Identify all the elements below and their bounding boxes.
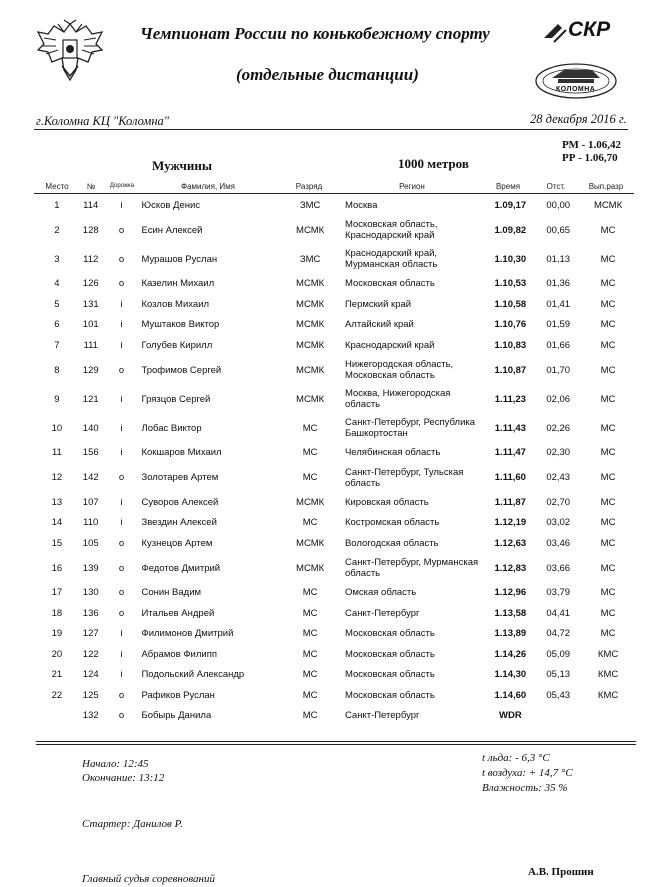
record-rm: РМ - 1.06,42 [562, 139, 622, 151]
row-lane: o [118, 689, 125, 701]
row-time: 1.12,96 [494, 587, 527, 599]
skr-logo-text: СКР [568, 18, 611, 41]
chief-judge-name: А.В. Прошин [528, 866, 594, 878]
row-gap: 00,00 [546, 199, 571, 211]
row-name: Федотов Дмитрий [141, 562, 221, 574]
row-number: 140 [82, 422, 99, 434]
row-number: 107 [82, 496, 99, 508]
table-row [36, 644, 636, 665]
row-gap: 04,72 [546, 628, 571, 640]
row-region: Санкт-Петербург [344, 607, 420, 619]
row-gap: 02,06 [546, 393, 571, 405]
row-lane: i [120, 298, 123, 310]
row-rank: МСМК [296, 496, 325, 508]
row-rank: МСМК [296, 393, 325, 405]
row-done-rank: МС [600, 628, 616, 640]
row-region: Костромская область [344, 517, 440, 529]
row-lane: i [120, 422, 123, 434]
row-rank: МСМК [296, 364, 325, 376]
col-header-number: № [86, 182, 96, 191]
row-done-rank: МС [600, 517, 616, 529]
row-number: 136 [82, 607, 99, 619]
row-done-rank: КМС [597, 689, 619, 701]
row-gap: 05,09 [546, 648, 571, 660]
row-place: 1 [54, 199, 60, 211]
row-gap: 03,02 [546, 517, 571, 529]
row-rank: МСМК [296, 278, 325, 290]
row-name: Трофимов Сергей [141, 364, 222, 376]
row-time: 1.09,17 [494, 199, 527, 211]
table-row [36, 603, 636, 624]
row-place: 21 [51, 669, 63, 681]
row-number: 114 [83, 199, 99, 211]
row-done-rank: МС [600, 364, 616, 376]
table-end-divider-1 [36, 741, 636, 742]
row-region: Санкт-Петербург [344, 710, 420, 722]
table-end-divider-2 [36, 744, 636, 745]
record-rr: РР - 1.06,70 [562, 152, 618, 164]
distance-label: 1000 метров [398, 156, 469, 171]
table-row [36, 414, 636, 443]
col-header-region: Регион [399, 182, 425, 191]
row-place: 22 [51, 689, 63, 701]
row-gap: 02,30 [546, 447, 571, 459]
row-done-rank: МС [600, 607, 616, 619]
row-name: Бобырь Данила [141, 710, 212, 722]
row-region: Санкт-Петербург, Тульская область [344, 466, 464, 489]
row-region: Московская область [344, 669, 435, 681]
row-lane: i [120, 628, 123, 640]
row-number: 124 [82, 669, 99, 681]
row-region: Вологодская область [344, 537, 439, 549]
row-time: 1.10,58 [494, 298, 527, 310]
row-done-rank: МСМК [594, 199, 623, 211]
row-done-rank: МС [600, 319, 616, 331]
row-region: Москва [344, 199, 378, 211]
row-number: 111 [83, 339, 98, 351]
start-time: Начало: 12:45 [82, 758, 149, 770]
row-place: 7 [54, 339, 60, 351]
row-region: Кировская область [344, 496, 429, 508]
row-number: 110 [83, 517, 99, 529]
row-place: 4 [54, 278, 60, 290]
row-time: 1.12,63 [494, 537, 527, 549]
row-region: Московская область [344, 689, 435, 701]
row-time: 1.11,47 [494, 447, 526, 459]
row-name: Абрамов Филипп [141, 648, 217, 660]
table-row [36, 706, 636, 727]
row-name: Лобас Виктор [141, 422, 202, 434]
humidity: Влажность: 35 % [482, 782, 568, 794]
row-number: 129 [82, 364, 99, 376]
row-name: Суворов Алексей [141, 496, 219, 508]
table-row [36, 356, 636, 385]
row-place: 3 [54, 253, 60, 265]
row-place: 6 [54, 319, 60, 331]
row-gap: 03,66 [546, 562, 571, 574]
row-lane: i [120, 669, 123, 681]
row-name: Подольский Александр [141, 669, 245, 681]
page-subtitle: (отдельные дистанции) [236, 65, 419, 84]
row-name: Козлов Михаил [141, 298, 210, 310]
row-place: 11 [51, 447, 62, 459]
row-number: 156 [82, 447, 99, 459]
ice-temperature: t льда: - 6,3 °С [482, 752, 550, 764]
row-lane: i [120, 517, 123, 529]
row-gap: 01,70 [546, 364, 571, 376]
row-time: 1.10,30 [494, 253, 527, 265]
venue-divider [34, 129, 628, 130]
row-gap: 02,43 [546, 472, 571, 483]
row-place: 13 [51, 496, 63, 508]
row-rank: МС [302, 628, 318, 640]
row-lane: o [118, 537, 125, 549]
row-number: 142 [82, 472, 99, 483]
row-gap: 00,65 [546, 224, 571, 236]
row-place: 9 [54, 393, 60, 405]
row-rank: МС [302, 447, 318, 459]
row-place: 12 [51, 472, 63, 483]
row-name: Грязцов Сергей [141, 393, 211, 405]
row-number: 131 [82, 298, 99, 310]
row-number: 121 [82, 393, 99, 405]
row-region: Москва, Нижегородская область [344, 388, 451, 410]
row-gap: 01,36 [546, 278, 571, 290]
row-rank: МС [302, 669, 318, 681]
row-region: Краснодарский край [344, 339, 435, 351]
row-done-rank: МС [600, 537, 616, 549]
table-row [36, 533, 636, 554]
row-lane: o [118, 587, 125, 599]
page-title: Чемпионат России по конькобежному спорту [140, 24, 490, 43]
table-row [36, 216, 636, 245]
table-row [36, 443, 636, 464]
row-lane: i [120, 199, 123, 211]
row-number: 127 [82, 628, 99, 640]
row-place: 19 [51, 628, 63, 640]
table-row [36, 583, 636, 604]
row-done-rank: МС [600, 298, 616, 310]
row-place: 8 [54, 364, 60, 376]
row-time: WDR [499, 710, 522, 722]
row-number: 122 [82, 648, 99, 660]
row-name: Кокшаров Михаил [141, 447, 222, 459]
row-gap: 01,13 [546, 253, 571, 265]
row-region: Алтайский край [344, 319, 414, 331]
row-done-rank: МС [600, 224, 616, 236]
row-time: 1.10,76 [494, 319, 527, 331]
row-rank: МС [302, 689, 318, 701]
row-place: 10 [51, 422, 63, 434]
row-time: 1.13,58 [494, 607, 527, 619]
row-name: Есин Алексей [141, 224, 203, 236]
row-name: Филимонов Дмитрий [141, 628, 234, 640]
row-name: Голубев Кирилл [141, 339, 213, 351]
col-header-gap: Отст. [546, 182, 566, 191]
row-time: 1.14,30 [494, 669, 527, 681]
row-gap: 05,13 [546, 669, 571, 681]
row-lane: o [118, 364, 125, 376]
row-number: 125 [82, 689, 99, 701]
row-rank: МСМК [296, 537, 325, 549]
row-time: 1.10,83 [494, 339, 527, 351]
row-name: Золотарев Артем [141, 472, 219, 483]
table-row [36, 195, 636, 216]
row-lane: i [120, 496, 123, 508]
row-done-rank: КМС [597, 669, 619, 681]
row-time: 1.13,89 [494, 628, 527, 640]
row-place: 14 [51, 517, 63, 529]
row-region: Челябинская область [344, 447, 441, 459]
row-region: Московская область, Краснодарский край [344, 219, 438, 241]
row-region: Санкт-Петербург, Республика Башкортостан [344, 417, 476, 439]
row-region: Омская область [344, 587, 417, 599]
row-gap: 01,41 [546, 298, 571, 310]
row-rank: МСМК [296, 319, 325, 331]
col-header-done-rank: Вып.разр [588, 182, 624, 191]
row-time: 1.11,60 [494, 472, 526, 483]
row-lane: i [120, 648, 123, 660]
air-temperature: t воздуха: + 14,7 °С [482, 767, 573, 779]
row-lane: i [120, 339, 123, 351]
table-row [36, 554, 636, 583]
row-place: 16 [51, 562, 63, 574]
col-header-time: Время [495, 182, 521, 191]
col-header-place: Место [45, 182, 69, 191]
skr-logo [540, 18, 626, 48]
table-row [36, 513, 636, 534]
row-region: Московская область [344, 278, 435, 290]
table-row [36, 385, 636, 414]
row-name: Сонин Вадим [141, 587, 202, 599]
table-row [36, 492, 636, 513]
row-name: Кузнецов Артем [141, 537, 213, 549]
row-place: 17 [51, 587, 63, 599]
row-number: 132 [82, 710, 99, 722]
row-gap: 05,43 [546, 689, 571, 701]
row-number: 126 [82, 278, 99, 290]
row-time: 1.12,19 [494, 517, 527, 529]
row-name: Итальев Андрей [141, 607, 215, 619]
row-rank: МС [302, 472, 318, 483]
row-done-rank [580, 706, 636, 727]
row-place: 15 [51, 537, 63, 549]
chief-judge-label: Главный судья соревнований [82, 873, 216, 885]
row-gap: 03,46 [546, 537, 571, 549]
row-lane: i [120, 447, 123, 459]
row-number: 128 [82, 224, 99, 236]
kolomna-logo-text: КОЛОМНА [556, 86, 596, 93]
starter: Стартер: Данилов Р. [82, 818, 183, 830]
row-lane: i [120, 319, 123, 331]
end-time: Окончание: 13:12 [82, 772, 165, 784]
row-region: Московская область [344, 648, 435, 660]
row-time: 1.14,60 [494, 689, 527, 701]
col-header-rank: Разряд [295, 182, 323, 191]
venue: г.Коломна КЦ "Коломна" [36, 114, 170, 128]
row-name: Рафиков Руслан [141, 689, 215, 701]
table-row [36, 335, 636, 356]
row-region: Пермский край [344, 298, 412, 310]
row-done-rank: МС [600, 447, 616, 459]
row-time: 1.10,87 [494, 364, 527, 376]
row-lane: o [118, 472, 125, 483]
row-gap: 01,59 [546, 319, 571, 331]
row-place: 5 [54, 298, 60, 310]
row-name: Муштаков Виктор [141, 319, 220, 331]
row-time: 1.12,83 [494, 562, 527, 574]
col-header-lane: Дорожка [109, 183, 135, 189]
row-gap: 01,66 [546, 339, 571, 351]
table-row [36, 685, 636, 706]
table-row [36, 463, 636, 492]
row-lane: o [118, 710, 125, 722]
table-row [36, 315, 636, 336]
row-done-rank: МС [600, 278, 616, 290]
row-done-rank: МС [600, 339, 616, 351]
row-place: 18 [51, 607, 63, 619]
row-lane: o [118, 278, 125, 290]
row-region: Нижегородская область, Московская область [344, 359, 454, 381]
row-rank: МС [302, 422, 318, 434]
row-region: Московская область [344, 628, 435, 640]
row-gap: 04,41 [546, 607, 571, 619]
row-time: 1.11,87 [494, 496, 526, 508]
row-rank: ЗМС [299, 253, 321, 265]
row-rank: МСМК [296, 339, 325, 351]
row-done-rank: МС [600, 422, 616, 434]
row-region: Краснодарский край, Мурманская область [344, 248, 438, 270]
row-place [36, 706, 78, 727]
row-rank: МС [302, 517, 318, 529]
table-row [36, 245, 636, 274]
row-rank: МСМК [296, 224, 325, 236]
row-lane: o [118, 253, 125, 265]
row-rank: МС [302, 607, 318, 619]
table-row [36, 294, 636, 315]
table-row [36, 274, 636, 295]
row-region: Санкт-Петербург, Мурманская область [344, 557, 479, 579]
row-lane: o [118, 224, 125, 236]
results-table [36, 195, 636, 726]
row-time: 1.10,53 [494, 278, 527, 290]
row-time: 1.09,82 [494, 224, 527, 236]
row-number: 105 [82, 537, 99, 549]
row-gap: 02,26 [546, 422, 571, 434]
row-lane: o [118, 607, 125, 619]
row-rank: МС [302, 587, 318, 599]
row-time: 1.11,23 [494, 393, 526, 405]
category-label: Мужчины [152, 158, 212, 173]
event-date: 28 декабря 2016 г. [530, 112, 627, 126]
row-done-rank: МС [600, 562, 616, 574]
kolomna-logo [534, 62, 618, 100]
row-time: 1.11,43 [494, 422, 526, 434]
row-number: 139 [82, 562, 99, 574]
row-place: 20 [51, 648, 63, 660]
row-number: 101 [82, 319, 99, 331]
row-lane: i [120, 393, 123, 405]
header-divider [34, 193, 634, 194]
row-rank: МСМК [296, 562, 325, 574]
col-header-name: Фамилия, Имя [181, 182, 235, 191]
row-number: 130 [82, 587, 99, 599]
row-rank: МСМК [296, 298, 325, 310]
row-name: Мурашов Руслан [141, 253, 218, 265]
row-done-rank: МС [600, 393, 616, 405]
row-rank: МС [302, 648, 318, 660]
row-gap [536, 706, 580, 727]
row-lane: o [118, 562, 125, 574]
row-name: Юсков Денис [141, 199, 201, 211]
row-done-rank: КМС [597, 648, 619, 660]
row-done-rank: МС [600, 472, 616, 483]
row-done-rank: МС [600, 253, 616, 265]
row-gap: 02,70 [546, 496, 571, 508]
row-rank: МС [302, 710, 318, 722]
row-done-rank: МС [600, 496, 616, 508]
table-row [36, 624, 636, 645]
eagle-emblem [34, 18, 106, 84]
row-name: Казелин Михаил [141, 278, 215, 290]
row-name: Звездин Алексей [141, 517, 217, 529]
row-gap: 03,79 [546, 587, 571, 599]
row-number: 112 [83, 253, 99, 265]
row-rank: ЗМС [299, 199, 321, 211]
row-time: 1.14,26 [494, 648, 527, 660]
table-row [36, 665, 636, 686]
row-place: 2 [54, 224, 60, 236]
row-done-rank: МС [600, 587, 616, 599]
